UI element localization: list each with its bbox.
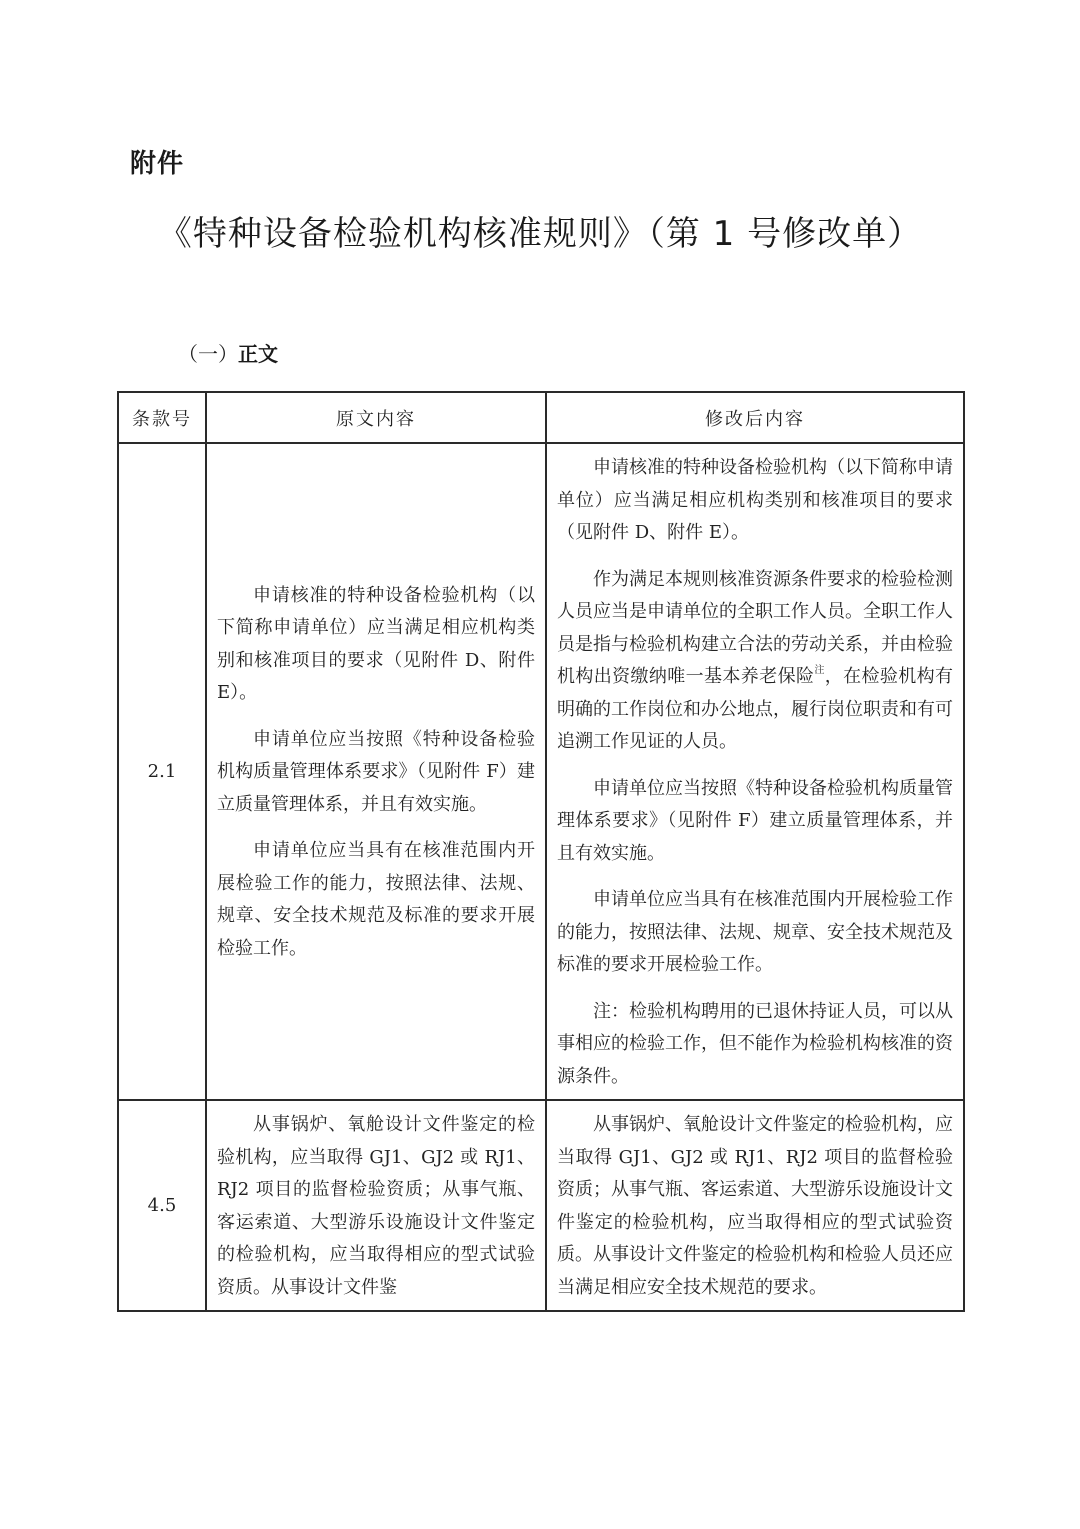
table-row bbox=[118, 1100, 964, 1311]
header-revised-content: 修改后内容 bbox=[546, 392, 964, 443]
clause-number: 4.5 bbox=[118, 1100, 206, 1311]
header-original-content: 原文内容 bbox=[206, 392, 546, 443]
footnote-mark: 注 bbox=[814, 665, 825, 676]
revised-note: 注：检验机构聘用的已退休持证人员，可以从事相应的检验工作，但不能作为检验机构核准的资源条件。 bbox=[557, 1000, 953, 1087]
revised-content-cell bbox=[546, 1100, 964, 1311]
attachment-label: 附件 bbox=[130, 149, 185, 179]
table-row bbox=[118, 443, 964, 1100]
original-paragraph: 申请单位应当具有在核准范围内开展检验工作的能力，按照法律、法规、规章、安全技术规范及标准的要求开展检验工作。 bbox=[217, 840, 535, 959]
revised-paragraph: 申请单位应当具有在核准范围内开展检验工作的能力，按照法律、法规、规章、安全技术规范及标准的要求开展检验工作。 bbox=[557, 889, 953, 975]
revised-text: 作为满足本规则核准资源条件要求的检验检测人员应当是申请单位的全职工作人员。全职工作人员是指与检验机构建立合法的劳动关系，并由检验机构出资缴纳唯一基本养老保险 bbox=[557, 568, 953, 687]
revised-paragraph: 申请单位应当按照《特种设备检验机构质量管理体系要求》（见附件 F）建立质量管理体系，并且有效实施。 bbox=[557, 777, 953, 864]
table-header-row bbox=[118, 392, 964, 443]
amendment-table bbox=[117, 391, 965, 1312]
section-heading bbox=[178, 338, 278, 367]
section-heading-text: 正文 bbox=[238, 342, 278, 366]
original-content-cell bbox=[206, 443, 546, 1100]
document-title: 《特种设备检验机构核准规则》（第 1 号修改单） bbox=[157, 214, 923, 254]
revised-text: ，在检验机构有明确的工作岗位和办公地点，履行岗位职责和有可追溯工作见证的人员。 bbox=[557, 666, 954, 752]
header-clause-number: 条款号 bbox=[118, 392, 206, 443]
original-paragraph: 从事锅炉、氧舱设计文件鉴定的检验机构，应当取得 GJ1、GJ2 或 RJ1、RJ2 项目的监督检验资质；从事气瓶、客运索道、大型游乐设施设计文件鉴定的检验机构，应当取得相应的型式试验资质。从事设计文件鉴 bbox=[217, 1114, 535, 1298]
original-content-cell bbox=[206, 1100, 546, 1311]
original-paragraph: 申请核准的特种设备检验机构（以下简称申请单位）应当满足相应机构类别和核准项目的要求（见附件 D、附件 E）。 bbox=[217, 584, 535, 704]
original-paragraph: 申请单位应当按照《特种设备检验机构质量管理体系要求》（见附件 F）建立质量管理体系，并且有效实施。 bbox=[217, 728, 535, 815]
section-heading-prefix: （一） bbox=[178, 342, 238, 366]
revised-paragraph bbox=[557, 564, 953, 759]
clause-number: 2.1 bbox=[118, 443, 206, 1100]
revised-paragraph: 申请核准的特种设备检验机构（以下简称申请单位）应当满足相应机构类别和核准项目的要求（见附件 D、附件 E）。 bbox=[557, 457, 953, 543]
revised-paragraph: 从事锅炉、氧舱设计文件鉴定的检验机构，应当取得 GJ1、GJ2 或 RJ1、RJ2 项目的监督检验资质；从事气瓶、客运索道、大型游乐设施设计文件鉴定的检验机构，应当取得相应的型式试验资质。从事设计文件鉴定的检验机构和检验人员还应当满足相应安全技术规范的要求。 bbox=[557, 1114, 953, 1298]
revised-content-cell bbox=[546, 443, 964, 1100]
